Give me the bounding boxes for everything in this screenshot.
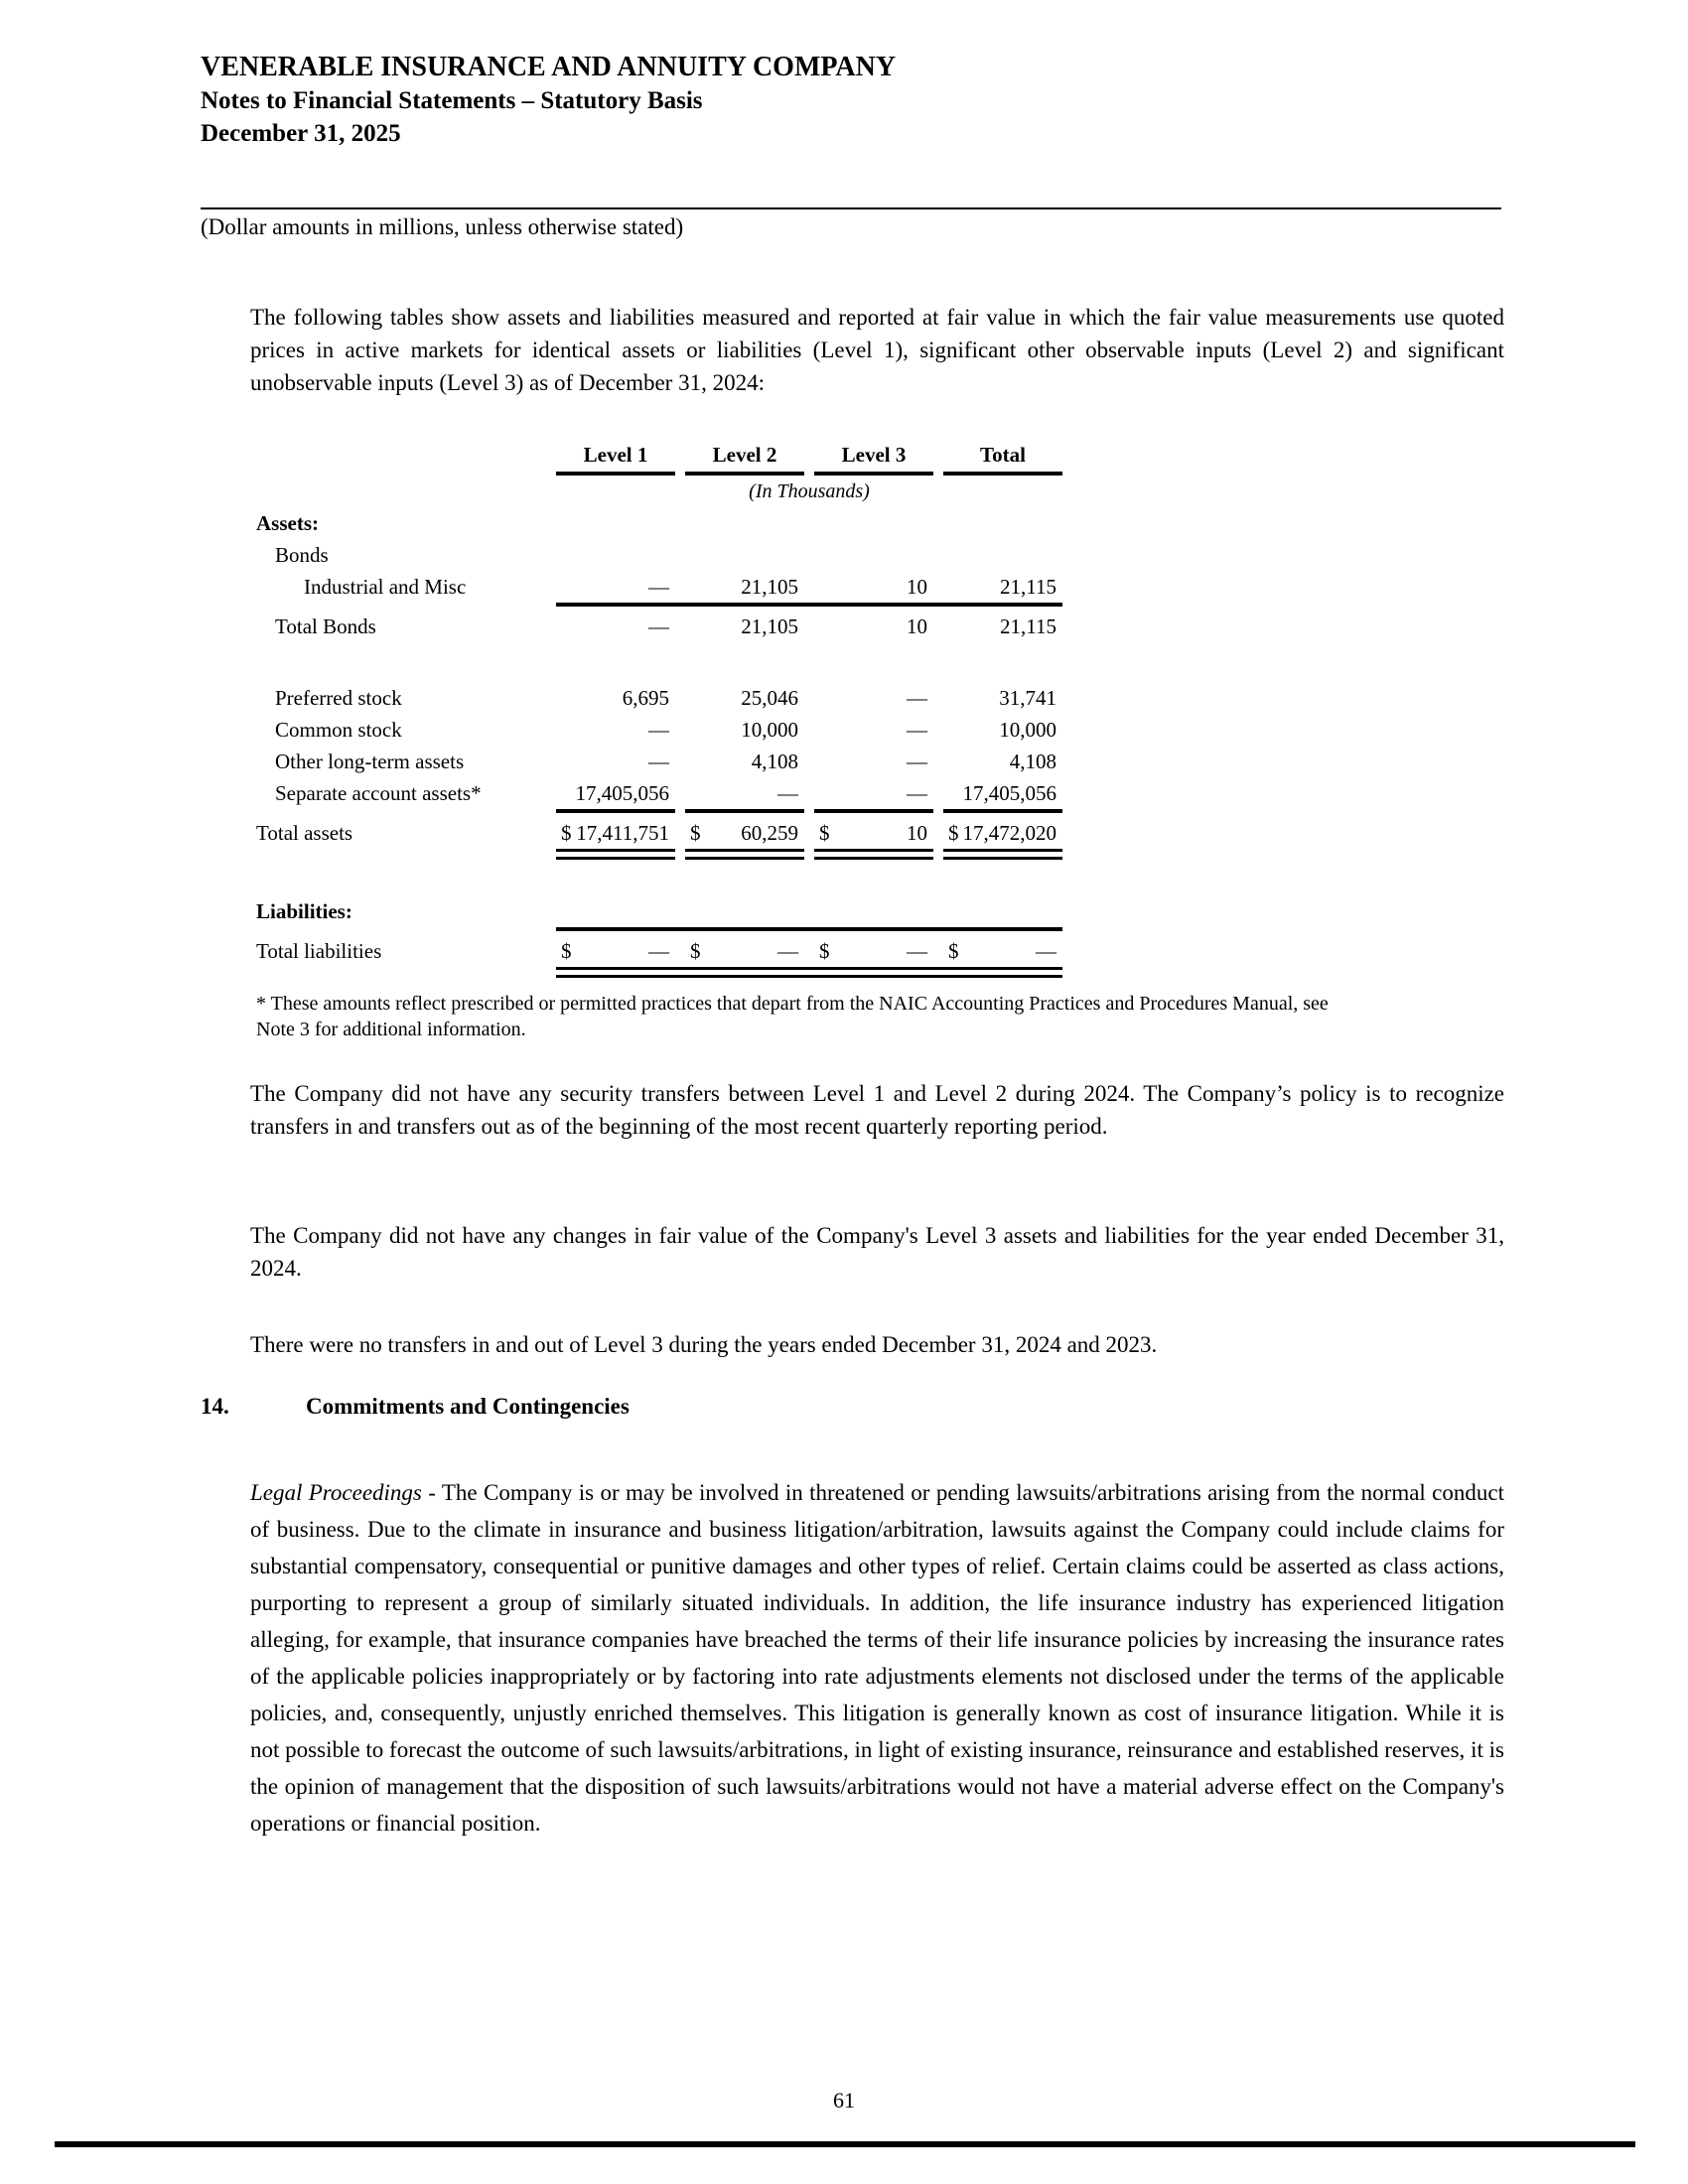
cell-value: 10 [907,614,927,638]
value-cell [943,571,1062,603]
row-label: Total assets [256,821,353,845]
units-spacer [256,476,556,479]
rule-spacer [256,603,556,607]
table-rule [556,849,675,860]
cell-value: 21,115 [1000,575,1056,599]
currency-symbol: $ [690,821,701,845]
currency-symbol: $ [819,821,830,845]
value-cell [943,935,1062,967]
units-note: (In Thousands) [749,480,870,502]
row-label: Other long-term assets [275,750,465,773]
table-rule [814,849,933,860]
value-cell [943,746,1062,777]
cell-value: — [648,750,669,773]
value-cell [814,817,933,849]
page-number: 61 [833,2088,855,2113]
row-label: Preferred stock [275,686,402,710]
cell-value: 21,105 [741,575,798,599]
value-cell [556,746,675,777]
value-cell [943,714,1062,746]
cell-value: 25,046 [741,686,798,710]
value-cell [943,817,1062,849]
cell-value: 10 [907,575,927,599]
level3-changes-paragraph: The Company did not have any changes in fair value of the Company's Level 3 assets and liabilities for the year ended December 31, 2024. [250,1223,1504,1281]
table-rule [556,927,1062,935]
value-cell [556,935,675,967]
fair-value-table [256,439,1062,978]
row-label: Assets: [256,511,319,535]
value-cell [814,611,933,642]
value-cell [556,817,675,849]
statement-date: December 31, 2025 [201,120,401,147]
level3-transfers-paragraph: There were no transfers in and out of Level 3 during the years ended December 31, 2024 and 2023. [250,1332,1158,1357]
cell-value: — [648,939,669,963]
table-spacer [256,860,1062,895]
value-cell [556,714,675,746]
cell-value: 17,405,056 [962,781,1056,805]
value-cell [814,682,933,714]
value-cell [943,611,1062,642]
cell-value: — [648,718,669,742]
row-label: Industrial and Misc [304,575,467,599]
table-rule [685,809,804,817]
column-header-1: Level 1 [556,439,675,476]
value-cell [814,571,933,603]
section-number: 14. [201,1394,229,1419]
value-cell [556,777,675,809]
cell-value: 10,000 [999,718,1056,742]
value-cell [943,777,1062,809]
cell-value: 10 [907,821,927,845]
cell-value: — [777,939,798,963]
value-cell [685,817,804,849]
row-label: Common stock [275,718,402,742]
cell-value: 10,000 [741,718,798,742]
currency-symbol: $ [948,821,959,845]
legal-proceedings-paragraph [250,1474,1504,1842]
section-title: Commitments and Contingencies [306,1394,630,1419]
rule-spacer [256,809,556,813]
cell-value: 60,259 [741,821,798,845]
value-cell [685,682,804,714]
value-cell [814,746,933,777]
table-rule [943,849,1062,860]
value-cell [814,777,933,809]
table-rule [556,603,1062,611]
legal-proceedings-text: - The Company is or may be involved in threatened or pending lawsuits/arbitrations arising from the normal conduct of business. Due to the climate in insurance and business litigation/arbitration, lawsuits against the Company could include claims for substantial compensatory, consequential or punitive damages and other types of relief. Certain claims could be asserted as class actions, purporting to represent a group of similarly situated individuals. In addition, the life insurance industry has experienced litigation alleging, for example, that insurance companies have breached the terms of their life insurance policies by increasing the insurance rates of the applicable policies inappropriately or by factoring into rate adjustments elements not disclosed under the terms of the applicable policies, and, consequently, unjustly enriched themselves. This litigation is generally known as cost of insurance litigation. While it is not possible to forecast the outcome of such lawsuits/arbitrations, in light of existing insurance, reinsurance and established reserves, it is the opinion of management that the disposition of such lawsuits/arbitrations would not have a material adverse effect on the Company's operations or financial position. [250,1480,1504,1836]
table-rule [943,809,1062,817]
footnote-line: Note 3 for additional information. [256,1019,526,1040]
cell-value: 21,105 [741,614,798,638]
cell-value: 31,741 [999,686,1056,710]
legal-proceedings-lead: Legal Proceedings [250,1480,422,1505]
value-cell [685,611,804,642]
transfers-paragraph: The Company did not have any security transfers between Level 1 and Level 2 during 2024. The Company’s policy is to recognize transfers in and transfers out as of the beginning of the most recent quarterly reporting period. [250,1081,1504,1139]
dollar-amounts-note: (Dollar amounts in millions, unless otherwise stated) [201,214,684,239]
value-cell [685,777,804,809]
column-header-4: Total [943,439,1062,476]
currency-symbol: $ [948,939,959,963]
table-footnote [256,991,1329,1042]
value-cell [685,571,804,603]
fair-value-grid [256,439,1062,978]
row-label: Bonds [275,543,329,567]
cell-value: — [648,575,669,599]
footer-rule [55,2141,1635,2147]
row-label: Liabilities: [256,899,352,923]
cell-value: — [907,718,927,742]
value-cell [814,935,933,967]
cell-value: — [907,781,927,805]
column-header-2: Level 2 [685,439,804,476]
cell-value: — [1036,939,1056,963]
currency-symbol: $ [819,939,830,963]
value-cell [556,682,675,714]
cell-value: — [648,614,669,638]
row-label: Separate account assets* [275,781,482,805]
header-divider [201,207,1501,209]
cell-value: 6,695 [622,686,669,710]
value-cell [814,714,933,746]
table-rule [685,849,804,860]
rule-spacer [256,927,556,931]
value-cell [685,935,804,967]
document-title: Notes to Financial Statements – Statutory Basis [201,87,703,114]
cell-value: 4,108 [1009,750,1056,773]
page-header [201,50,1501,150]
cell-value: 17,411,751 [576,821,669,845]
cell-value: 21,115 [1000,614,1056,638]
table-rule [556,967,1062,978]
value-cell [685,714,804,746]
currency-symbol: $ [561,939,572,963]
currency-symbol: $ [690,939,701,963]
cell-value: — [907,750,927,773]
cell-value: — [907,939,927,963]
intro-paragraph: The following tables show assets and liabilities measured and reported at fair value in which the fair value measurements use quoted prices in active markets for identical assets or liabilities (Level 1), significant other observable inputs (Level 2) and significant unobservable inputs (Level 3) as of December 31, 2024: [250,305,1504,395]
footnote-line: * These amounts reflect prescribed or permitted practices that depart from the NAIC Accounting Practices and Procedures Manual, see [256,993,1329,1015]
cell-value: 17,405,056 [575,781,669,805]
table-spacer [256,642,1062,682]
currency-symbol: $ [561,821,572,845]
cell-value: — [777,781,798,805]
value-cell [556,611,675,642]
section-heading [201,1394,630,1420]
cell-value: 4,108 [751,750,798,773]
table-rule [814,809,933,817]
value-cell [685,746,804,777]
rule-spacer [256,849,556,853]
rule-spacer [256,967,556,971]
table-rule [556,809,675,817]
cell-value: 17,472,020 [962,821,1056,845]
company-name: VENERABLE INSURANCE AND ANNUITY COMPANY [201,52,897,82]
row-label: Total Bonds [275,614,376,638]
row-label: Total liabilities [256,939,382,963]
column-header-3: Level 3 [814,439,933,476]
cell-value: — [907,686,927,710]
value-cell [556,571,675,603]
table-corner [256,439,556,443]
value-cell [943,682,1062,714]
